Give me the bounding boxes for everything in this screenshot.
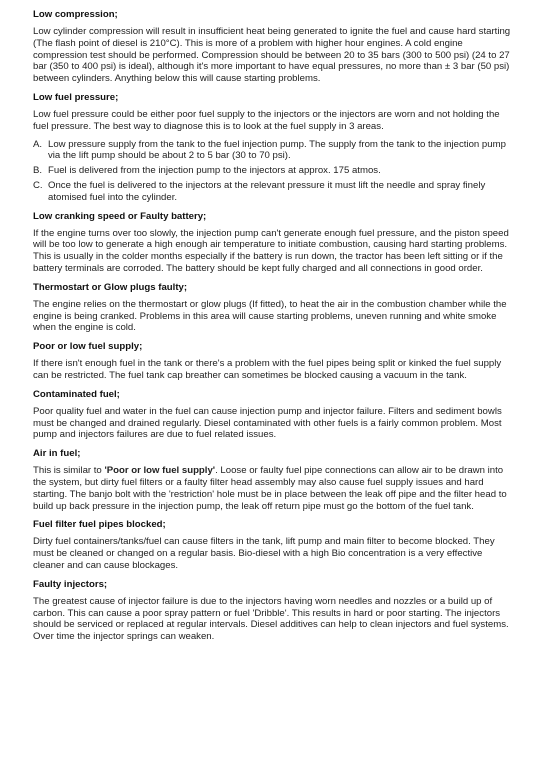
section-paragraph: Low fuel pressure could be either poor fuel supply to the injectors or the injectors are worn and not holding the fuel pressure. The best way to diagnose this is to look at the fuel supply in 3 areas.: [33, 108, 500, 132]
section-low-cranking-speed: [33, 210, 515, 275]
list-marker: C.: [33, 179, 43, 191]
section-poor-fuel-supply: [33, 340, 515, 382]
list-item: [33, 165, 515, 177]
section-heading: Poor or low fuel supply;: [33, 341, 143, 353]
section-paragraph: If there isn't enough fuel in the tank or there's a problem with the fuel pipes being split or kinked the fuel supply can be restricted. The fuel tank cap breather can sometimes be blocked causing a vacuum in the tank.: [33, 358, 502, 381]
section-heading: Faulty injectors;: [33, 578, 108, 590]
section-paragraph: Low cylinder compression will result in insufficient heat being generated to ignite the fuel and cause hard starting (The flash point of diesel is 210°C). This is more of a problem with higher hour engines. A cold engine compression test should be performed. Compression should be between 20 to 35 bars (300 to 500 psi) (24 to 27 bar (350 to 400 psi) is ideal), although it's more important to have equal pressures, no more than ± 3 bar (50 psi) between cylinders. Anything below this will cause starting problems.: [33, 26, 511, 85]
list-marker: B.: [33, 165, 43, 177]
section-fuel-filter-blocked: [33, 518, 515, 571]
section-air-in-fuel: [33, 447, 515, 512]
paragraph-text: This is similar to: [33, 465, 105, 477]
section-paragraph: Dirty fuel containers/tanks/fuel can cause filters in the tank, lift pump and main filter to become blocked. They must be cleaned or changed on a regular basis. Bio-diesel with a high Bio concentration is a very effective cleaner and can cause blockages.: [33, 536, 495, 571]
list-item-text: Fuel is delivered from the injection pump to the injectors at approx. 175 atmos.: [48, 165, 381, 177]
section-paragraph: The engine relies on the thermostart or glow plugs (If fitted), to heat the air in the combustion chamber while the engine is being cranked. Problems in this area will cause starting problems, uneven running and white smoke when the engine is cold.: [33, 298, 507, 334]
section-contaminated-fuel: [33, 388, 515, 441]
list-item: [33, 139, 515, 163]
list-item: [33, 180, 515, 204]
fuel-supply-list: [33, 139, 515, 204]
list-item-text: Once the fuel is delivered to the injectors at the relevant pressure it must lift the needle and spray finely atomised fuel into the cylinder.: [48, 179, 486, 203]
section-paragraph: The greatest cause of injector failure is due to the injectors having worn needles and nozzles or a build up of carbon. This can cause a poor spray pattern or fuel 'Dribble'. This results in hard or poor starting. The injectors should be serviced or replaced at regular intervals. Diesel additives can help to clean injectors and fuel systems. Over time the injector springs can weaken.: [33, 595, 509, 643]
section-heading: Air in fuel;: [33, 448, 81, 460]
section-heading: Low fuel pressure;: [33, 91, 119, 103]
section-low-compression: [33, 8, 515, 85]
list-marker: A.: [33, 138, 43, 150]
emphasized-reference: 'Poor or low fuel supply': [104, 465, 216, 477]
section-paragraph: If the engine turns over too slowly, the injection pump can't generate enough fuel pressure, and the piston speed will be too low to generate a high enough air temperature to initiate combustion, causing hard starting problems. This is usually in the colder months especially if the battery is run down, the tractor has been left sitting or if the battery terminals are corroded. The battery should be kept fully charged and all connections in good order.: [33, 227, 509, 274]
paragraph-text: . Loose or faulty fuel pipe connections can allow air to be drawn into the system, but dirty fuel filters or a faulty filter head assembly may also cause fuel supply issues and hard starting. The banjo bolt with the 'restriction' hole must be in place between the leak off pipe and the filter head to build up back pressure in the injection pump, the leak off return pipe must go the bottom of the fuel tank.: [33, 465, 507, 512]
section-paragraph: [33, 465, 515, 512]
section-low-fuel-pressure: [33, 91, 515, 204]
section-heading: Low compression;: [33, 9, 118, 20]
section-thermostart-glow-plugs: [33, 281, 515, 334]
section-faulty-injectors: [33, 578, 515, 643]
list-item-text: Low pressure supply from the tank to the fuel injection pump. The supply from the tank to the injection pump via the lift pump should be about 2 to 5 bar (30 to 70 psi).: [48, 138, 506, 162]
section-heading: Contaminated fuel;: [33, 388, 120, 400]
section-heading: Fuel filter fuel pipes blocked;: [33, 519, 166, 531]
section-heading: Thermostart or Glow plugs faulty;: [33, 281, 188, 293]
section-paragraph: Poor quality fuel and water in the fuel can cause injection pump and injector failure. Filters and sediment bowls must be changed and drained regularly. Diesel contaminated with other fuels is a fairly common problem. Most pump and injectors failures are due to fuel related issues.: [33, 405, 502, 441]
section-heading: Low cranking speed or Faulty battery;: [33, 210, 207, 222]
